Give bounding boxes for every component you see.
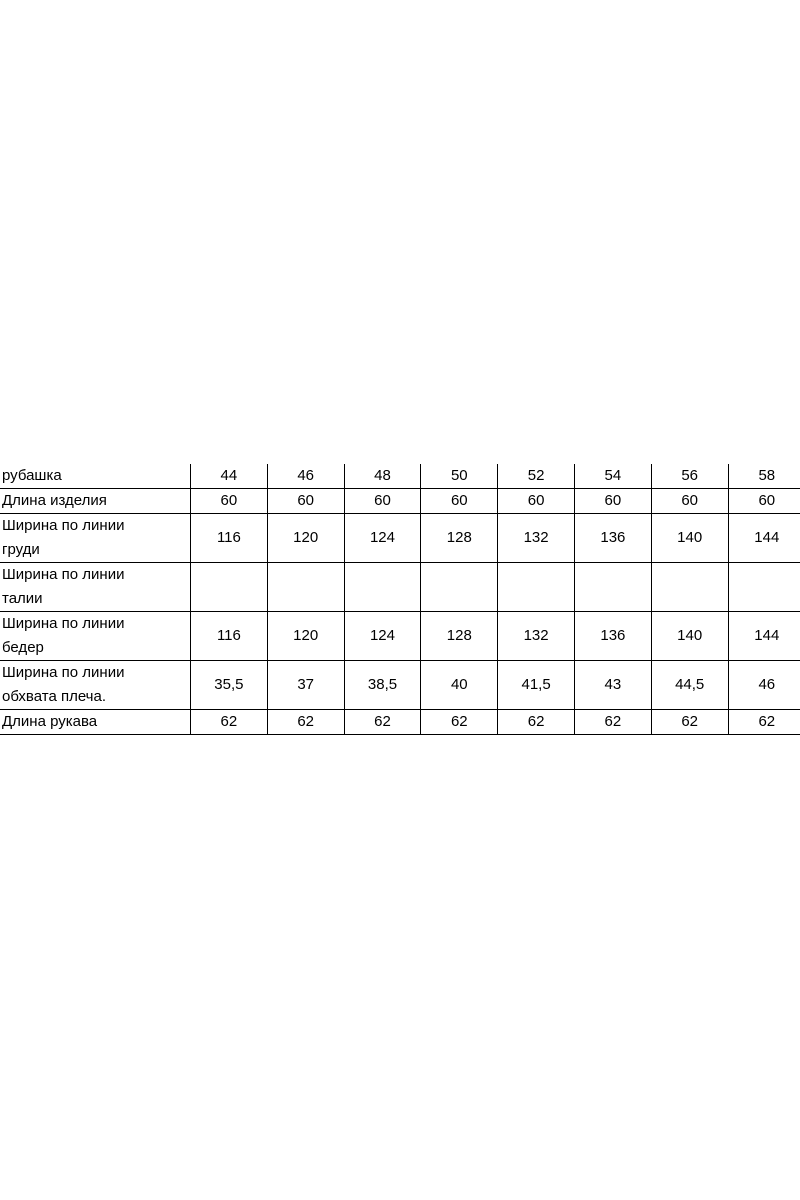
value-cell: 60: [574, 489, 651, 514]
row-label-line: обхвата плеча.: [2, 688, 107, 705]
value-cell: 60: [728, 489, 800, 514]
value-cell: [421, 563, 498, 612]
row-label-line: Ширина по линии: [2, 566, 125, 583]
value-cell: 128: [421, 514, 498, 563]
row-label-cell: [0, 661, 191, 710]
value-cell: [191, 563, 268, 612]
value-cell: 38,5: [344, 661, 421, 710]
value-cell: 62: [421, 710, 498, 735]
table-row-chest-width: [0, 514, 800, 563]
value-cell: [498, 563, 575, 612]
size-table: [0, 464, 800, 735]
value-cell: 62: [191, 710, 268, 735]
value-cell: [267, 563, 344, 612]
table-row-sleeve-length: [0, 710, 800, 735]
value-cell: 43: [574, 661, 651, 710]
size-header-cell: 44: [191, 464, 268, 489]
value-cell: 136: [574, 612, 651, 661]
value-cell: 46: [728, 661, 800, 710]
value-cell: 60: [421, 489, 498, 514]
value-cell: 140: [651, 612, 728, 661]
size-header-cell: 58: [728, 464, 800, 489]
value-cell: 62: [651, 710, 728, 735]
row-label-line: Ширина по линии: [2, 664, 125, 681]
value-cell: 116: [191, 514, 268, 563]
value-cell: 116: [191, 612, 268, 661]
value-cell: 132: [498, 514, 575, 563]
row-label-cell: [0, 563, 191, 612]
value-cell: 136: [574, 514, 651, 563]
value-cell: 37: [267, 661, 344, 710]
value-cell: 44,5: [651, 661, 728, 710]
header-row: [0, 464, 800, 489]
product-name-cell: рубашка: [0, 464, 191, 489]
size-header-cell: 52: [498, 464, 575, 489]
size-header-cell: 50: [421, 464, 498, 489]
value-cell: 128: [421, 612, 498, 661]
value-cell: [574, 563, 651, 612]
row-label-line: бедер: [2, 639, 44, 656]
value-cell: 62: [574, 710, 651, 735]
row-label-cell: [0, 514, 191, 563]
table-row-waist-width: [0, 563, 800, 612]
value-cell: 40: [421, 661, 498, 710]
row-label-line: Длина рукава: [2, 713, 98, 730]
value-cell: 60: [267, 489, 344, 514]
row-label-cell: [0, 612, 191, 661]
table-row-product-length: [0, 489, 800, 514]
row-label-cell: [0, 710, 191, 735]
value-cell: 60: [498, 489, 575, 514]
row-label-line: талии: [2, 590, 43, 607]
value-cell: 140: [651, 514, 728, 563]
table-row-hip-width: [0, 612, 800, 661]
size-header-cell: 54: [574, 464, 651, 489]
value-cell: 144: [728, 514, 800, 563]
value-cell: 120: [267, 612, 344, 661]
value-cell: 132: [498, 612, 575, 661]
value-cell: 62: [728, 710, 800, 735]
value-cell: 124: [344, 514, 421, 563]
value-cell: [728, 563, 800, 612]
value-cell: 62: [267, 710, 344, 735]
size-header-cell: 46: [267, 464, 344, 489]
value-cell: 60: [651, 489, 728, 514]
value-cell: [344, 563, 421, 612]
value-cell: 60: [191, 489, 268, 514]
size-header-cell: 56: [651, 464, 728, 489]
value-cell: 124: [344, 612, 421, 661]
row-label-line: Длина изделия: [2, 492, 107, 509]
row-label-cell: [0, 489, 191, 514]
value-cell: 62: [498, 710, 575, 735]
value-cell: 60: [344, 489, 421, 514]
row-label-line: Ширина по линии: [2, 615, 125, 632]
size-header-cell: 48: [344, 464, 421, 489]
table-row-shoulder-girth: [0, 661, 800, 710]
value-cell: 144: [728, 612, 800, 661]
value-cell: 62: [344, 710, 421, 735]
value-cell: [651, 563, 728, 612]
value-cell: 35,5: [191, 661, 268, 710]
row-label-line: груди: [2, 541, 40, 558]
value-cell: 120: [267, 514, 344, 563]
row-label-line: Ширина по линии: [2, 517, 125, 534]
value-cell: 41,5: [498, 661, 575, 710]
